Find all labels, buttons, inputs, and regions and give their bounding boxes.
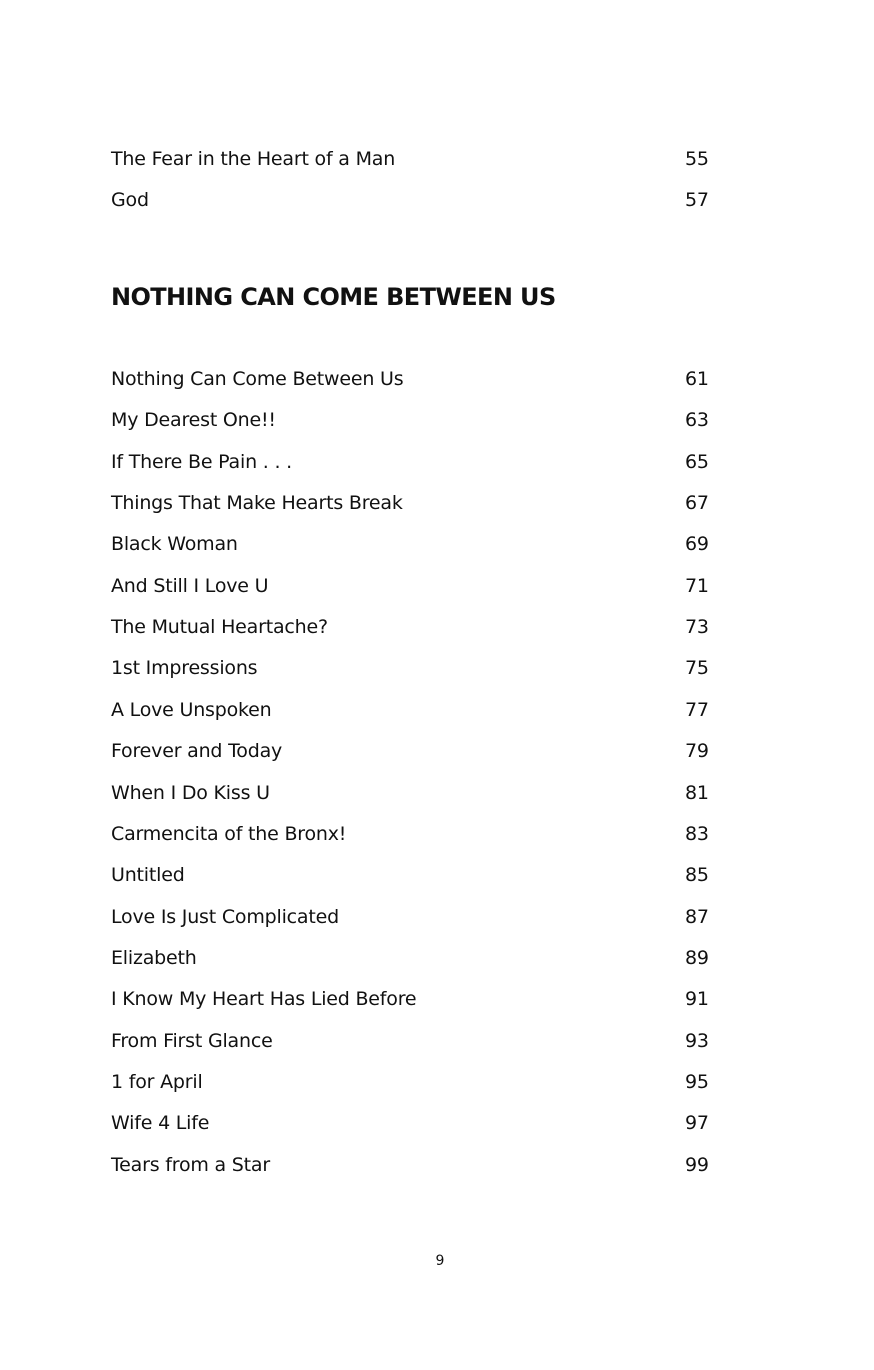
toc-entry-title: From First Glance bbox=[111, 1030, 273, 1052]
section-heading: NOTHING CAN COME BETWEEN US bbox=[111, 283, 556, 311]
toc-entry bbox=[111, 147, 708, 171]
toc-entry-title: 1st Impressions bbox=[111, 657, 258, 679]
toc-entry bbox=[111, 1070, 708, 1094]
toc-entry-page: 97 bbox=[685, 1112, 709, 1134]
toc-entry-page: 91 bbox=[685, 988, 709, 1010]
toc-entry-title: Forever and Today bbox=[111, 740, 283, 762]
toc-entry bbox=[111, 946, 708, 970]
toc-entry bbox=[111, 574, 708, 598]
toc-entry-title: And Still I Love U bbox=[111, 575, 269, 597]
toc-entry bbox=[111, 1029, 708, 1053]
toc-entry-page: 77 bbox=[685, 699, 709, 721]
toc-entry bbox=[111, 739, 708, 763]
toc-entry-title: 1 for April bbox=[111, 1071, 203, 1093]
toc-entry-title: God bbox=[111, 189, 149, 211]
toc-entry-page: 89 bbox=[685, 947, 709, 969]
toc-entry-page: 85 bbox=[685, 864, 709, 886]
toc-entry-title: Untitled bbox=[111, 864, 185, 886]
toc-entry-page: 61 bbox=[685, 368, 709, 390]
toc-entry-title: A Love Unspoken bbox=[111, 699, 272, 721]
toc-entry-title: If There Be Pain . . . bbox=[111, 451, 292, 473]
toc-entry-title: The Mutual Heartache? bbox=[111, 616, 328, 638]
toc-entry-title: The Fear in the Heart of a Man bbox=[111, 148, 396, 170]
toc-entry-title: Love Is Just Complicated bbox=[111, 906, 339, 928]
toc-entry bbox=[111, 188, 708, 212]
toc-entry-page: 57 bbox=[685, 189, 709, 211]
toc-entry bbox=[111, 987, 708, 1011]
toc-entry-page: 87 bbox=[685, 906, 709, 928]
page-number: 9 bbox=[435, 1253, 445, 1269]
toc-entry-page: 99 bbox=[685, 1154, 709, 1176]
toc-entry-title: When I Do Kiss U bbox=[111, 782, 270, 804]
toc-entry-page: 83 bbox=[685, 823, 709, 845]
toc-entry-title: Nothing Can Come Between Us bbox=[111, 368, 404, 390]
toc-entry-page: 81 bbox=[685, 782, 709, 804]
toc-entry bbox=[111, 781, 708, 805]
toc-entry-page: 67 bbox=[685, 492, 709, 514]
toc-entry bbox=[111, 822, 708, 846]
toc-entry bbox=[111, 450, 708, 474]
toc-entry-page: 75 bbox=[685, 657, 709, 679]
toc-entry-page: 95 bbox=[685, 1071, 709, 1093]
toc-entry bbox=[111, 408, 708, 432]
toc-entry-page: 71 bbox=[685, 575, 709, 597]
toc-entry-page: 63 bbox=[685, 409, 709, 431]
toc-entry bbox=[111, 1111, 708, 1135]
toc-entry-title: Things That Make Hearts Break bbox=[111, 492, 403, 514]
toc-entry bbox=[111, 1153, 708, 1177]
toc-entry bbox=[111, 698, 708, 722]
toc-entry-page: 73 bbox=[685, 616, 709, 638]
toc-entry bbox=[111, 615, 708, 639]
toc-entry bbox=[111, 532, 708, 556]
toc-entry-title: Carmencita of the Bronx! bbox=[111, 823, 347, 845]
toc-entry-page: 93 bbox=[685, 1030, 709, 1052]
toc-entry bbox=[111, 656, 708, 680]
toc-entry bbox=[111, 491, 708, 515]
toc-entry-title: My Dearest One!! bbox=[111, 409, 276, 431]
toc-entry bbox=[111, 905, 708, 929]
toc-entry bbox=[111, 367, 708, 391]
toc-entry-page: 65 bbox=[685, 451, 709, 473]
toc-entry-title: Elizabeth bbox=[111, 947, 197, 969]
toc-entry-title: Wife 4 Life bbox=[111, 1112, 210, 1134]
toc-entry-title: I Know My Heart Has Lied Before bbox=[111, 988, 417, 1010]
toc-entry-page: 69 bbox=[685, 533, 709, 555]
toc-entry-title: Black Woman bbox=[111, 533, 238, 555]
toc-entry-title: Tears from a Star bbox=[111, 1154, 270, 1176]
toc-entry-page: 79 bbox=[685, 740, 709, 762]
toc-entry-page: 55 bbox=[685, 148, 709, 170]
toc-entry bbox=[111, 863, 708, 887]
